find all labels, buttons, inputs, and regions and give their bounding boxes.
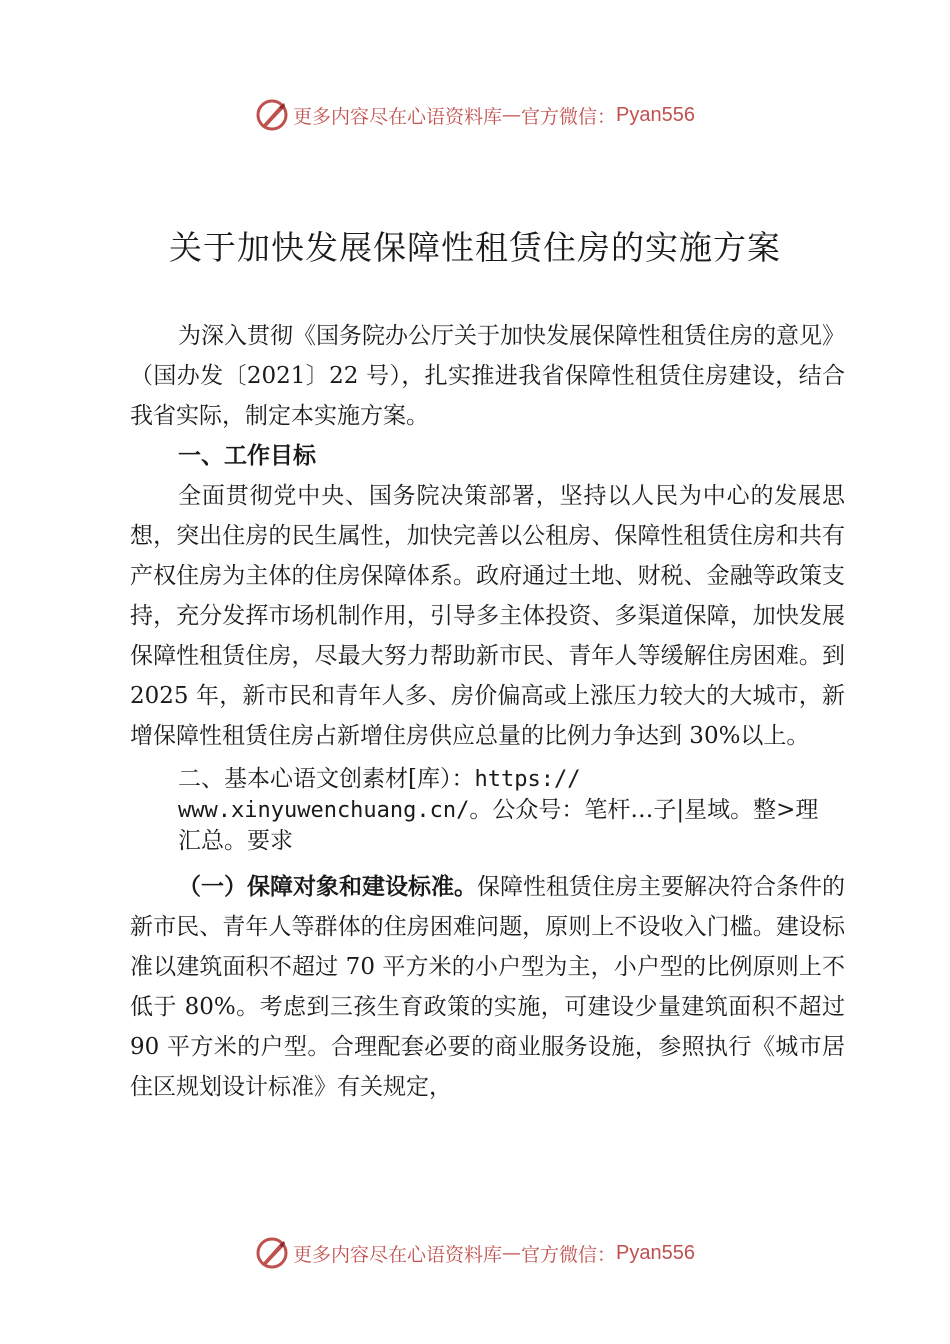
banner-wechat-label: 官方微信： bbox=[521, 1243, 617, 1266]
banner-wechat-id: Pyan556 bbox=[616, 103, 695, 126]
banner-wechat-label: 官方微信： bbox=[521, 105, 617, 128]
section2-line3: 汇总。要求 bbox=[178, 828, 293, 854]
document-title: 关于加快发展保障性租赁住房的实施方案 bbox=[169, 228, 781, 267]
banner-text: 更多内容尽在心语资料库 bbox=[293, 105, 503, 128]
pen-logo-icon bbox=[255, 98, 289, 132]
pen-logo-icon bbox=[255, 1236, 289, 1270]
intro-paragraph: 为深入贯彻《国务院办公厅关于加快发展保障性租赁住房的意见》（国办发〔2021〕22 号），扎实推进我省保障性租赁住房建设，结合我省实际，制定本实施方案。 bbox=[130, 323, 845, 429]
section2-heading bbox=[130, 764, 845, 857]
section2-line2-rest: 。公众号：笔杆…子|星域。整>理 bbox=[469, 797, 819, 823]
section1-paragraph: 全面贯彻党中央、国务院决策部署，坚持以人民为中心的发展思想，突出住房的民生属性，加快完善以公租房、保障性租赁住房和共有产权住房为主体的住房保障体系。政府通过土地、财税、金融等政策支持，充分发挥市场机制作用，引导多主体投资、多渠道保障，加快发展保障性租赁住房，尽最大努力帮助新市民、青年人等缓解住房困难。到 2025 年，新市民和青年人多、房价偏高或上涨压力较大的大城市，新增保障性租赁住房占新增住房供应总量的比例力争达到 30%以上。 bbox=[130, 483, 845, 749]
section2-url-part1: https:// bbox=[474, 767, 581, 792]
banner-wechat-id: Pyan556 bbox=[616, 1241, 695, 1264]
banner-dash: — bbox=[502, 104, 522, 126]
banner-text: 更多内容尽在心语资料库 bbox=[293, 1243, 503, 1266]
section2-line1: 二、基本心语文创素材[库）： bbox=[178, 766, 475, 792]
item1-paragraph bbox=[130, 867, 845, 1107]
banner-dash: — bbox=[502, 1242, 522, 1264]
item1-lead: （一）保障对象和建设标准。 bbox=[178, 873, 477, 900]
section1-heading: 一、工作目标 bbox=[178, 443, 316, 469]
footer-banner bbox=[0, 1233, 950, 1273]
section2-url-part2: www.xinyuwenchuang.cn/ bbox=[178, 798, 470, 823]
header-banner bbox=[0, 95, 950, 135]
item1-body: 保障性租赁住房主要解决符合条件的新市民、青年人等群体的住房困难问题，原则上不设收入门槛。建设标准以建筑面积不超过 70 平方米的小户型为主，小户型的比例原则上不低于 80%。考虑到三孩生育政策的实施，可建设少量建筑面积不超过 90 平方米的户型。合理配套必要的商业服务设施，参照执行《城市居住区规划设计标准》有关规定， bbox=[130, 874, 845, 1100]
document-body bbox=[130, 316, 845, 1107]
